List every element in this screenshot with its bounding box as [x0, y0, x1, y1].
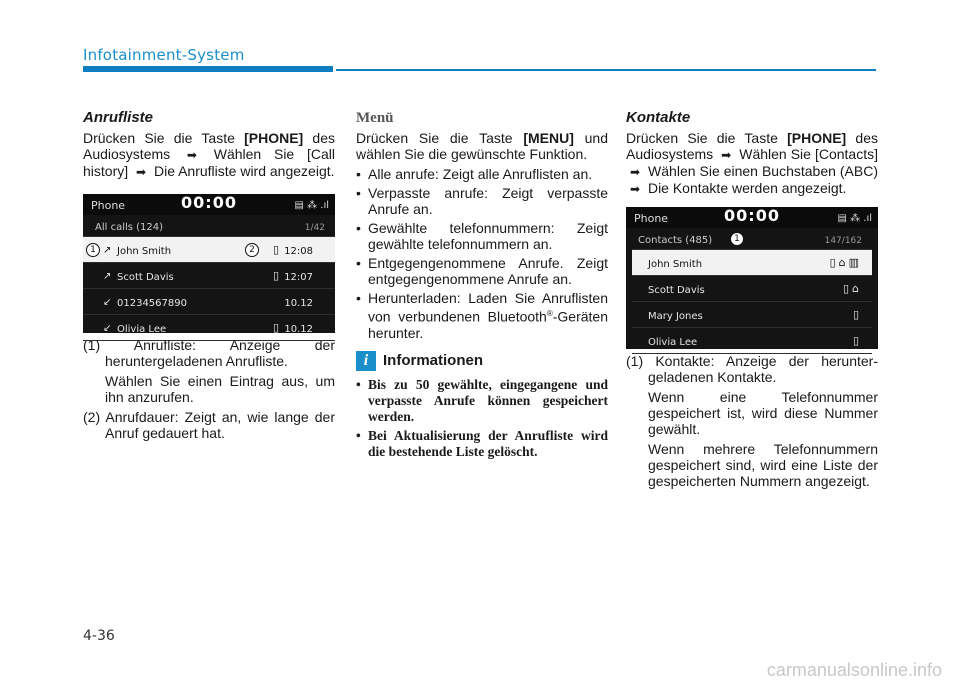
- contact-row[interactable]: [632, 302, 872, 328]
- contact-type-icons: ▯⌂▥: [829, 256, 862, 269]
- screen-status-bar: [83, 194, 335, 215]
- info-list: [356, 377, 608, 460]
- arrow-icon: ➡: [186, 148, 197, 162]
- status-icons: ▤ ⁂ .ıl: [294, 200, 329, 211]
- call-name: Olivia Lee: [117, 324, 167, 335]
- arrow-icon: ➡: [630, 182, 641, 196]
- call-list-page: 1/42: [304, 223, 325, 233]
- heading-menu: Menü: [356, 110, 394, 126]
- page-number: 4-36: [83, 628, 115, 644]
- list-item: • Verpasste anrufe: Zeigt verpasste Anrufe an.: [356, 185, 608, 217]
- legend-item-1: (1) Kontakte: Anzeige der herunter-geladenen Kontakte.: [626, 353, 878, 385]
- contact-type-icons: ▯: [852, 334, 862, 347]
- call-row[interactable]: [83, 315, 335, 341]
- outgoing-call-icon: ↗: [103, 271, 112, 282]
- arrow-icon: ➡: [630, 165, 641, 179]
- contact-row[interactable]: [632, 328, 872, 354]
- menu-intro: Drücken Sie die Taste [MENU] und wählen Sie die gewünschte Funktion.: [356, 130, 608, 162]
- heading-contacts: Kontakte: [626, 109, 691, 126]
- list-item: • Gewählte telefonnummern: Zeigt gewählte telefonnummern an.: [356, 220, 608, 252]
- contact-row[interactable]: [632, 250, 872, 276]
- call-row[interactable]: [83, 237, 335, 263]
- callout-1: 1: [730, 232, 744, 246]
- info-title: Informationen: [383, 351, 483, 369]
- screen-status-bar: [626, 207, 878, 228]
- contact-name: John Smith: [648, 259, 703, 270]
- column-contacts: [626, 110, 878, 489]
- section-title: Infotainment-System: [83, 46, 245, 64]
- call-row[interactable]: [83, 263, 335, 289]
- header-bar: [83, 66, 333, 72]
- call-time: 10.12: [284, 298, 313, 309]
- phone-screen-contacts: [626, 207, 878, 349]
- contact-type-icons: ▯⌂: [842, 282, 862, 295]
- contact-name: Olivia Lee: [648, 337, 698, 348]
- list-item: • Bei Aktualisierung der Anrufliste wird die bestehende Liste gelöscht.: [356, 428, 608, 460]
- mobile-phone-icon: ▯: [272, 321, 279, 334]
- list-item: • Entgegengenommene Anrufe. Zeigt entgegengenommene Anrufe an.: [356, 255, 608, 287]
- status-icons: ▤ ⁂ .ıl: [837, 213, 872, 224]
- call-row[interactable]: [83, 289, 335, 315]
- screen-clock: 00:00: [724, 206, 780, 225]
- call-name: 01234567890: [117, 298, 187, 309]
- call-list-title[interactable]: All calls (124): [95, 222, 164, 233]
- call-time: 12:07: [284, 272, 313, 283]
- incoming-call-icon: ↙: [103, 323, 112, 334]
- call-name: Scott Davis: [117, 272, 174, 283]
- contact-list-header: [632, 228, 872, 250]
- legend-item-2: (2) Anrufdauer: Zeigt an, wie lange der Anruf gedauert hat.: [83, 409, 335, 441]
- screen-clock: 00:00: [181, 193, 237, 212]
- info-icon: i: [356, 351, 376, 371]
- contact-name: Scott Davis: [648, 285, 705, 296]
- outgoing-call-icon: ↗: [103, 245, 112, 256]
- contact-name: Mary Jones: [648, 311, 703, 322]
- legend-item-1-detail: Wählen Sie einen Eintrag aus, um ihn anzurufen.: [105, 373, 335, 405]
- legend-item-1-detail: Wenn mehrere Telefonnummern gespeichert sind, wird eine Liste der gespeicherten Nummern angezeigt.: [648, 441, 878, 489]
- call-history-intro: Drücken Sie die Taste [PHONE] des Audiosystems ➡ Wählen Sie [Call history] ➡ Die Anrufliste wird angezeigt.: [83, 130, 335, 179]
- arrow-icon: ➡: [136, 165, 147, 179]
- screen-label: Phone: [634, 212, 669, 225]
- contacts-intro: Drücken Sie die Taste [PHONE] des Audiosystems ➡ Wählen Sie [Contacts] ➡ Wählen Sie einen Buchstaben (ABC) ➡ Die Kontakte werden angezeigt.: [626, 130, 878, 196]
- watermark: carmanualsonline.info: [766, 660, 942, 680]
- callout-1: 1: [86, 243, 100, 257]
- call-list-header: [83, 215, 335, 237]
- column-call-history: [83, 110, 335, 441]
- contact-row[interactable]: [632, 276, 872, 302]
- column-menu: [356, 110, 608, 463]
- contact-list-title[interactable]: Contacts (485): [638, 235, 713, 246]
- list-item: • Alle anrufe: Zeigt alle Anruflisten an.: [356, 166, 608, 182]
- phone-screen-call-history: [83, 194, 335, 333]
- menu-options-list: [356, 166, 608, 341]
- call-time: 12:08: [284, 246, 313, 257]
- incoming-call-icon: ↙: [103, 297, 112, 308]
- mobile-phone-icon: ▯: [272, 243, 279, 256]
- contact-type-icons: ▯: [852, 308, 862, 321]
- list-item: • Bis zu 50 gewählte, eingegangene und verpasste Anrufe können gespeichert werden.: [356, 377, 608, 425]
- callout-2: 2: [245, 243, 259, 257]
- heading-call-history: Anrufliste: [83, 109, 154, 126]
- mobile-phone-icon: ▯: [272, 269, 279, 282]
- header-rule: [336, 69, 876, 71]
- screen-label: Phone: [91, 199, 126, 212]
- arrow-icon: ➡: [721, 148, 732, 162]
- contact-list-page: 147/162: [824, 236, 862, 246]
- legend-item-1-detail: Wenn eine Telefonnummer gespeichert ist, wird diese Nummer gewählt.: [648, 389, 878, 437]
- call-name: John Smith: [117, 246, 172, 257]
- call-time: 10.12: [284, 324, 313, 335]
- list-item: • Herunterladen: Laden Sie Anruflisten von verbundenen Bluetooth®-Geräten herunter.: [356, 290, 608, 341]
- info-header: [356, 351, 608, 371]
- legend-item-1: (1) Anrufliste: Anzeige der heruntergeladenen Anrufliste.: [83, 337, 335, 369]
